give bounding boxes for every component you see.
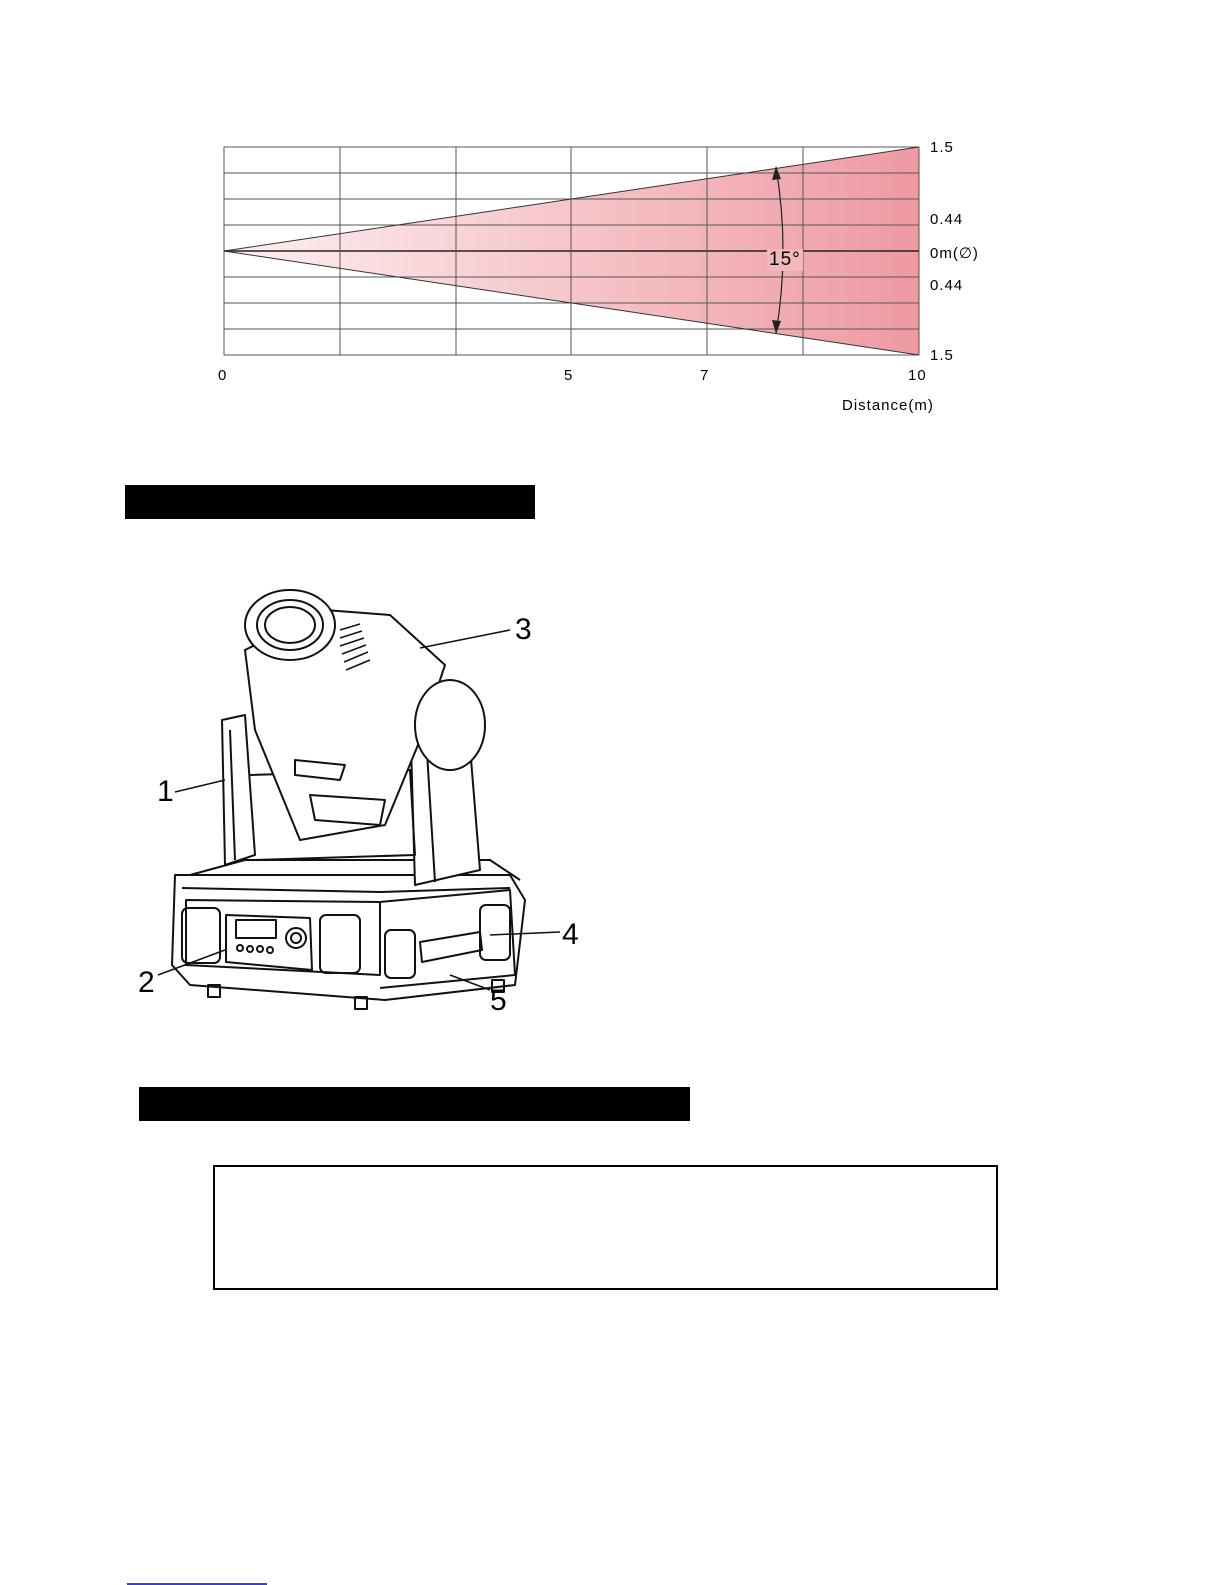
callout-5: 5 [490, 984, 507, 1017]
notice-box [213, 1165, 998, 1290]
label-top-1.5: 1.5 [930, 139, 954, 156]
tick-label-7: 7 [700, 367, 710, 384]
axis-title-distance: Distance(m) [842, 397, 934, 414]
moving-head-fixture-illustration [130, 570, 600, 1030]
section-heading-bar-2 [139, 1087, 690, 1121]
label-lower-0.44: 0.44 [930, 277, 964, 294]
label-bottom-1.5: 1.5 [930, 347, 954, 364]
callout-2: 2 [138, 966, 155, 999]
beam-diagram [0, 0, 1225, 430]
callout-1: 1 [157, 775, 174, 808]
callout-4: 4 [562, 918, 579, 951]
section-heading-bar-1 [125, 485, 535, 519]
callout-3: 3 [515, 613, 532, 646]
tick-label-0: 0 [218, 367, 228, 384]
beam-diagram-svg [0, 0, 1225, 430]
label-upper-0.44: 0.44 [930, 211, 964, 228]
tick-label-10: 10 [908, 367, 927, 384]
label-center-0m: 0m(∅) [930, 245, 979, 262]
tick-label-5: 5 [564, 367, 574, 384]
notice-text [215, 1167, 996, 1199]
angle-label: 15° [769, 249, 801, 270]
